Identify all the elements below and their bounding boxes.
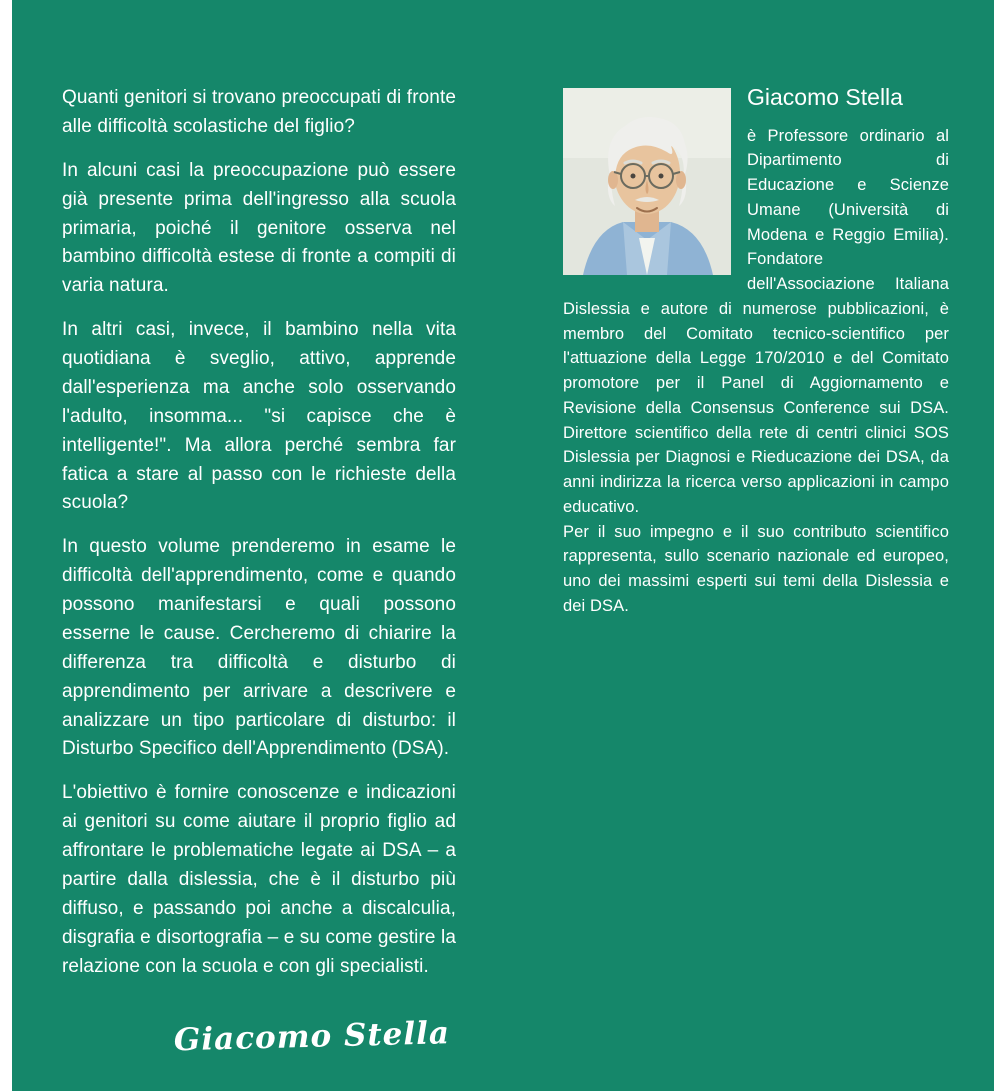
author-bio-text: è Professore ordinario al Dipartimento di Educazione e Scienze Umane (Università di Modena e Reggio Emilia). Fondatore dell'Associazione Italiana Dislessia e autore di numerose pubblicazioni, è membro del Comitato tecnico-scientifico per l'attuazione della Legge 170/2010 e del Comitato promotore per il Panel di Aggiornamento e Revisione della Consensus Conference sui DSA. Direttore scientifico della rete di centri clinici SOS Dislessia per Diagnosi e Rieducazione dei DSA, da anni indirizza la ricerca verso applicazioni in campo educativo. xyxy=(563,126,949,516)
author-photo xyxy=(563,88,731,275)
book-back-cover xyxy=(12,0,994,1091)
author-bio-column xyxy=(563,84,949,619)
synopsis-paragraph: Quanti genitori si trovano preoccupati di fronte alle difficoltà scolastiche del figlio? xyxy=(62,87,456,137)
synopsis-column xyxy=(62,84,456,1059)
author-name: Giacomo Stella xyxy=(747,84,903,110)
synopsis-paragraph: In alcuni casi la preoccupazione può essere già presente prima dell'ingresso alla scuola primaria, poiché il genitore osserva nel bambino difficoltà estese di fronte a compiti di varia natura. xyxy=(62,159,456,297)
author-signature: Giacomo Stella xyxy=(173,1015,451,1059)
page-edge-right xyxy=(994,0,1000,1091)
page-edge-left xyxy=(0,0,12,1091)
synopsis-paragraph: In questo volume prenderemo in esame le difficoltà dell'apprendimento, come e quando possono manifestarsi e quali possono esserne le cause. Cercheremo di chiarire la differenza tra difficoltà e disturbo di apprendimento per arrivare a descrivere e analizzare un tipo particolare di disturbo: il Disturbo Specifico dell'Apprendimento (DSA). xyxy=(62,536,456,760)
synopsis-paragraph: L'obiettivo è fornire conoscenze e indicazioni ai genitori su come aiutare il proprio figlio ad affrontare le problematiche legate ai DSA – a partire dalla dislessia, che è il disturbo più diffuso, e passando poi anche a discalculia, disgrafia e disortografia – e su come gestire la relazione con la scuola e con gli specialisti. xyxy=(62,782,456,977)
synopsis-paragraph: In altri casi, invece, il bambino nella vita quotidiana è sveglio, attivo, apprende dall'esperienza ma anche solo osservando l'adulto, insomma... "si capisce che è intelligente!". Ma allora perché sembra far fatica a stare al passo con le richieste della scuola? xyxy=(62,319,456,514)
author-bio-text: Per il suo impegno e il suo contributo scientifico rappresenta, sullo scenario nazionale ed europeo, uno dei massimi esperti sui temi della Dislessia e dei DSA. xyxy=(563,522,949,615)
